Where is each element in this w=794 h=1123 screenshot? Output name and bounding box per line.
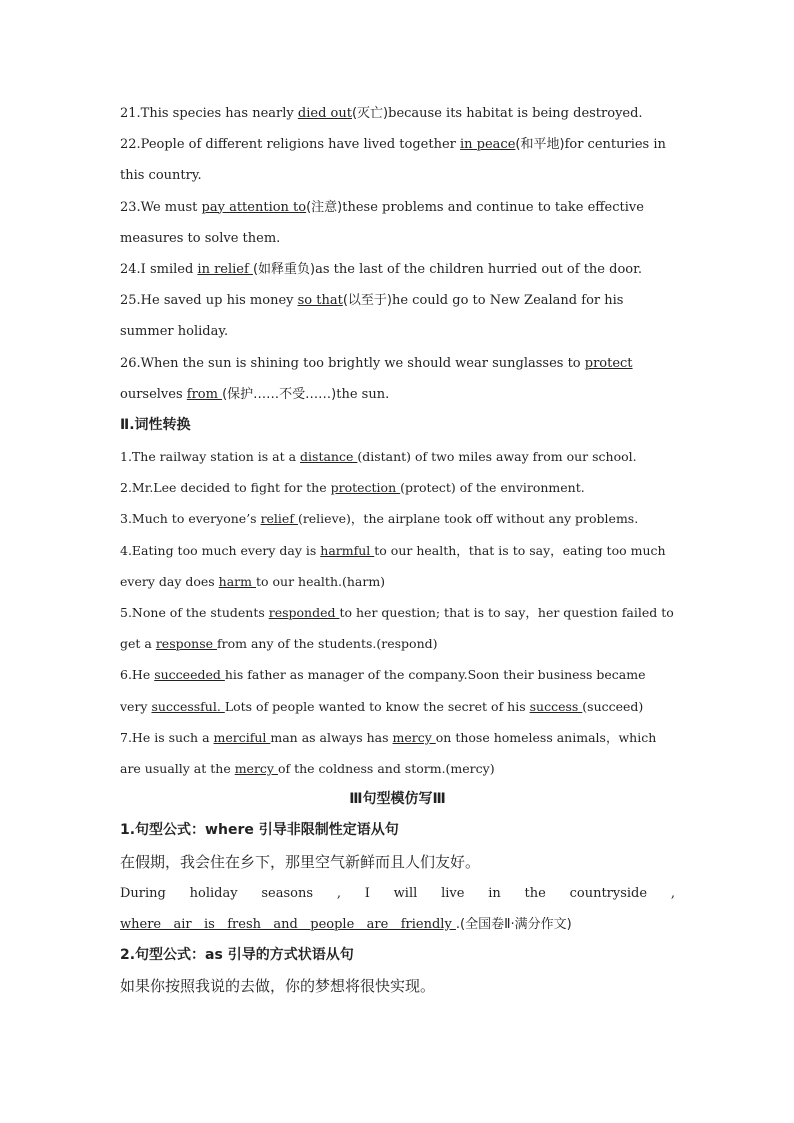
item-23: 23.We must pay attention to(注意)these problems and continue to take effective <box>120 199 644 215</box>
formula-1-english: During holiday seasons , I will live in the countryside , <box>120 885 675 901</box>
item-22: 22.People of different religions have lived together in peace(和平地)for centuries in <box>120 137 666 153</box>
conv-7-cont: are usually at the mercy of the coldness and storm.(mercy) <box>120 760 495 776</box>
item-25-cont: summer holiday. <box>120 324 229 340</box>
formula-2-chinese: 如果你按照我说的去做，你的梦想将很快实现。 <box>120 977 436 996</box>
answer: so that <box>297 293 343 309</box>
answer: from <box>186 386 223 402</box>
item-23-cont: measures to solve them. <box>120 230 281 246</box>
answer: success <box>529 698 583 714</box>
answer: protection <box>330 480 401 496</box>
answer: merciful <box>213 729 271 745</box>
worksheet-page <box>120 98 675 1002</box>
answer: succeeded <box>154 667 225 683</box>
answer: response <box>155 636 217 652</box>
item-21: 21.This species has nearly died out(灭亡)because its habitat is being destroyed. <box>120 106 643 121</box>
answer: mercy <box>392 729 436 745</box>
conv-7: 7.He is such a merciful man as always has mercy on those homeless animals，which <box>120 729 657 745</box>
item-26-cont: ourselves from (保护……不受……)the sun. <box>120 386 390 402</box>
conv-1: 1.The railway station is at a distance (distant) of two miles away from our school. <box>120 449 637 465</box>
conv-2: 2.Mr.Lee decided to fight for the protection (protect) of the environment. <box>120 480 585 496</box>
item-25: 25.He saved up his money so that(以至于)he could go to New Zealand for his <box>120 293 624 309</box>
answer: where air is fresh and people are friendly <box>120 916 456 932</box>
conv-5: 5.None of the students responded to her question; that is to say，her question failed to <box>120 605 674 620</box>
answer: died out <box>297 106 352 121</box>
section-3-title: Ⅲ句型模仿写Ⅲ <box>349 791 446 808</box>
answer: successful. <box>151 698 225 714</box>
formula-1-chinese: 在假期，我会住在乡下，那里空气新鲜而且人们友好。 <box>120 852 481 871</box>
conv-5-cont: get a response from any of the students.(respond) <box>120 636 438 652</box>
conv-3: 3.Much to everyone’s relief (relieve)，the airplane took off without any problems. <box>120 511 639 527</box>
answer: relief <box>260 511 298 527</box>
answer: protect <box>584 355 633 371</box>
answer: pay attention to <box>201 199 307 215</box>
formula-1-answer: where air is fresh and people are friendly .(全国卷Ⅱ·满分作文) <box>120 916 572 932</box>
answer: mercy <box>234 760 278 776</box>
conv-4-cont: every day does harm to our health.(harm) <box>120 573 386 589</box>
item-22-cont: this country. <box>120 168 202 184</box>
item-26: 26.When the sun is shining too brightly we should wear sunglasses to protect <box>120 355 633 371</box>
formula-1-title: 1.句型公式：where 引导非限制性定语从句 <box>120 822 399 839</box>
section-2-title: Ⅱ.词性转换 <box>120 416 191 433</box>
item-24: 24.I smiled in relief (如释重负)as the last of the children hurried out of the door. <box>120 261 643 277</box>
conv-6: 6.He succeeded his father as manager of the company.Soon their business became <box>120 667 646 683</box>
formula-2-title: 2.句型公式：as 引导的方式状语从句 <box>120 947 354 964</box>
answer: in peace <box>460 137 516 153</box>
conv-6-cont: very successful. Lots of people wanted to know the secret of his success (succeed) <box>120 698 644 714</box>
answer: distance <box>300 449 358 465</box>
answer: harmful <box>320 542 375 558</box>
answer: in relief <box>197 261 253 277</box>
answer: harm <box>218 573 256 589</box>
answer: responded <box>268 605 340 620</box>
conv-4: 4.Eating too much every day is harmful to our health，that is to say，eating too much <box>120 542 666 558</box>
